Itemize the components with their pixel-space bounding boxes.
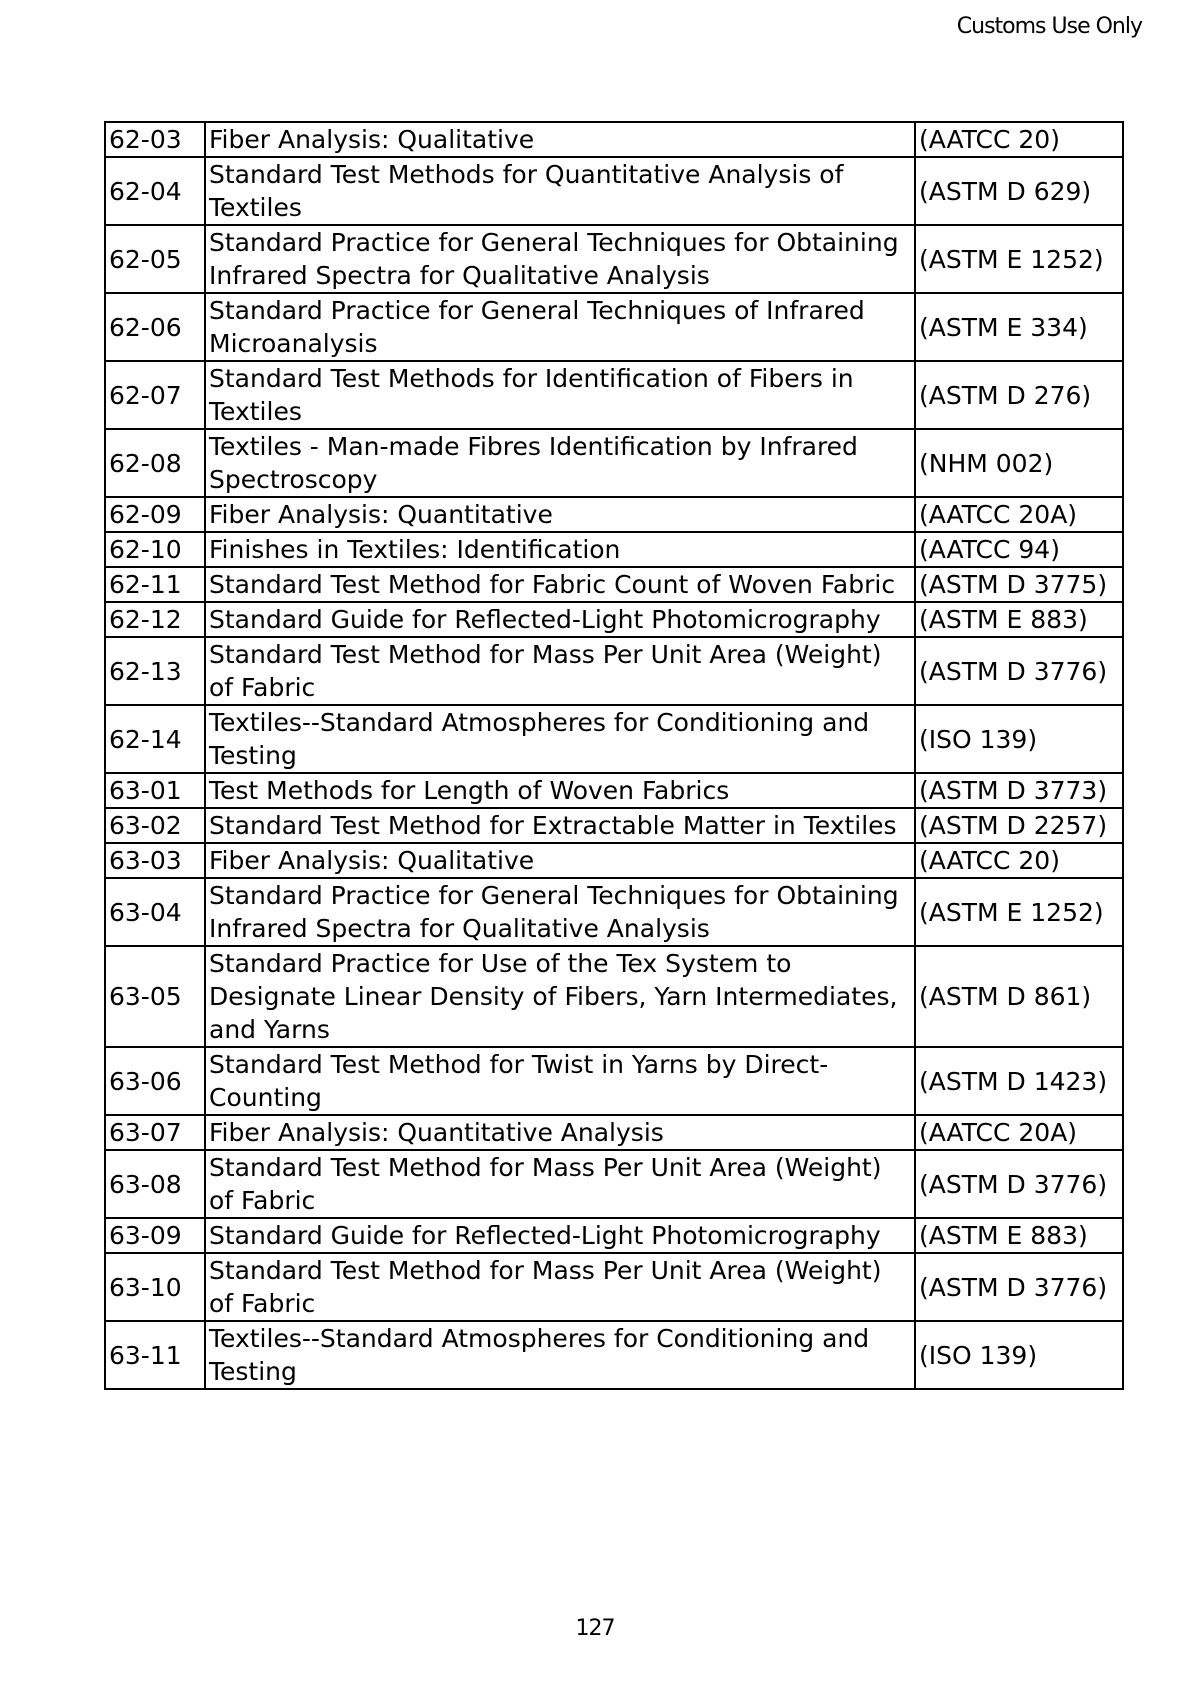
method-title: Textiles - Man-made Fibres Identification by Infrared Spectroscopy: [205, 429, 915, 497]
method-title: Textiles--Standard Atmospheres for Conditioning and Testing: [205, 705, 915, 773]
table-row: [105, 946, 1123, 1047]
method-reference: (ISO 139): [915, 1321, 1123, 1389]
method-reference: (ASTM E 1252): [915, 878, 1123, 946]
table-row: [105, 225, 1123, 293]
method-title: Fiber Analysis: Quantitative Analysis: [205, 1115, 915, 1150]
method-code: 62-06: [105, 293, 205, 361]
method-code: 63-03: [105, 843, 205, 878]
method-title: Test Methods for Length of Woven Fabrics: [205, 773, 915, 808]
method-reference: (AATCC 20): [915, 122, 1123, 157]
method-title: Finishes in Textiles: Identification: [205, 532, 915, 567]
table-row: [105, 429, 1123, 497]
page-number: 127: [575, 1616, 615, 1641]
method-reference: (AATCC 20A): [915, 1115, 1123, 1150]
table-row: [105, 637, 1123, 705]
method-reference: (NHM 002): [915, 429, 1123, 497]
method-reference: (AATCC 20): [915, 843, 1123, 878]
table-row: [105, 705, 1123, 773]
test-methods-table: [104, 121, 1124, 1390]
method-title: Standard Practice for Use of the Tex System to Designate Linear Density of Fibers, Yarn Intermediates, and Yarns: [205, 946, 915, 1047]
method-title: Standard Test Methods for Quantitative Analysis of Textiles: [205, 157, 915, 225]
table-body: [105, 122, 1123, 1389]
method-code: 63-06: [105, 1047, 205, 1115]
table-row: [105, 602, 1123, 637]
method-reference: (AATCC 20A): [915, 497, 1123, 532]
table-row: [105, 157, 1123, 225]
table-row: [105, 567, 1123, 602]
method-code: 63-07: [105, 1115, 205, 1150]
method-reference: (ASTM E 334): [915, 293, 1123, 361]
method-title: Fiber Analysis: Qualitative: [205, 843, 915, 878]
method-reference: (ASTM D 3776): [915, 1150, 1123, 1218]
method-code: 63-01: [105, 773, 205, 808]
table-row: [105, 122, 1123, 157]
method-code: 62-10: [105, 532, 205, 567]
method-title: Standard Practice for General Techniques for Obtaining Infrared Spectra for Qualitative Analysis: [205, 225, 915, 293]
method-reference: (ASTM D 3775): [915, 567, 1123, 602]
table-row: [105, 1047, 1123, 1115]
method-code: 62-11: [105, 567, 205, 602]
method-reference: (ASTM D 1423): [915, 1047, 1123, 1115]
table-row: [105, 1218, 1123, 1253]
method-title: Textiles--Standard Atmospheres for Conditioning and Testing: [205, 1321, 915, 1389]
method-reference: (ASTM D 276): [915, 361, 1123, 429]
method-code: 63-02: [105, 808, 205, 843]
table-row: [105, 773, 1123, 808]
table-row: [105, 1321, 1123, 1389]
method-reference: (AATCC 94): [915, 532, 1123, 567]
method-reference: (ASTM D 861): [915, 946, 1123, 1047]
method-code: 62-08: [105, 429, 205, 497]
table-row: [105, 293, 1123, 361]
method-code: 62-14: [105, 705, 205, 773]
method-code: 63-09: [105, 1218, 205, 1253]
method-reference: (ASTM D 3776): [915, 637, 1123, 705]
table-row: [105, 497, 1123, 532]
table-row: [105, 808, 1123, 843]
method-code: 62-05: [105, 225, 205, 293]
method-title: Standard Test Method for Mass Per Unit Area (Weight) of Fabric: [205, 1253, 915, 1321]
method-title: Standard Practice for General Techniques for Obtaining Infrared Spectra for Qualitative Analysis: [205, 878, 915, 946]
method-title: Standard Guide for Reflected-Light Photomicrography: [205, 1218, 915, 1253]
method-code: 63-08: [105, 1150, 205, 1218]
method-code: 62-13: [105, 637, 205, 705]
method-title: Standard Test Methods for Identification of Fibers in Textiles: [205, 361, 915, 429]
method-code: 63-04: [105, 878, 205, 946]
method-code: 62-12: [105, 602, 205, 637]
method-title: Standard Test Method for Mass Per Unit Area (Weight) of Fabric: [205, 637, 915, 705]
method-title: Fiber Analysis: Qualitative: [205, 122, 915, 157]
method-reference: (ASTM D 2257): [915, 808, 1123, 843]
method-reference: (ASTM D 3776): [915, 1253, 1123, 1321]
method-title: Standard Practice for General Techniques of Infrared Microanalysis: [205, 293, 915, 361]
method-code: 63-10: [105, 1253, 205, 1321]
method-title: Standard Guide for Reflected-Light Photomicrography: [205, 602, 915, 637]
method-code: 62-03: [105, 122, 205, 157]
method-reference: (ISO 139): [915, 705, 1123, 773]
method-reference: (ASTM E 883): [915, 602, 1123, 637]
method-reference: (ASTM E 1252): [915, 225, 1123, 293]
method-code: 63-11: [105, 1321, 205, 1389]
method-title: Fiber Analysis: Quantitative: [205, 497, 915, 532]
method-code: 62-04: [105, 157, 205, 225]
method-code: 62-09: [105, 497, 205, 532]
method-reference: (ASTM D 629): [915, 157, 1123, 225]
table-row: [105, 878, 1123, 946]
table-row: [105, 1115, 1123, 1150]
header-note: Customs Use Only: [956, 14, 1142, 39]
method-title: Standard Test Method for Extractable Matter in Textiles: [205, 808, 915, 843]
method-title: Standard Test Method for Mass Per Unit Area (Weight) of Fabric: [205, 1150, 915, 1218]
method-code: 62-07: [105, 361, 205, 429]
table-row: [105, 532, 1123, 567]
table-row: [105, 1150, 1123, 1218]
method-code: 63-05: [105, 946, 205, 1047]
table-row: [105, 1253, 1123, 1321]
method-reference: (ASTM E 883): [915, 1218, 1123, 1253]
method-title: Standard Test Method for Twist in Yarns by Direct-Counting: [205, 1047, 915, 1115]
table-row: [105, 843, 1123, 878]
table-row: [105, 361, 1123, 429]
method-reference: (ASTM D 3773): [915, 773, 1123, 808]
method-title: Standard Test Method for Fabric Count of Woven Fabric: [205, 567, 915, 602]
